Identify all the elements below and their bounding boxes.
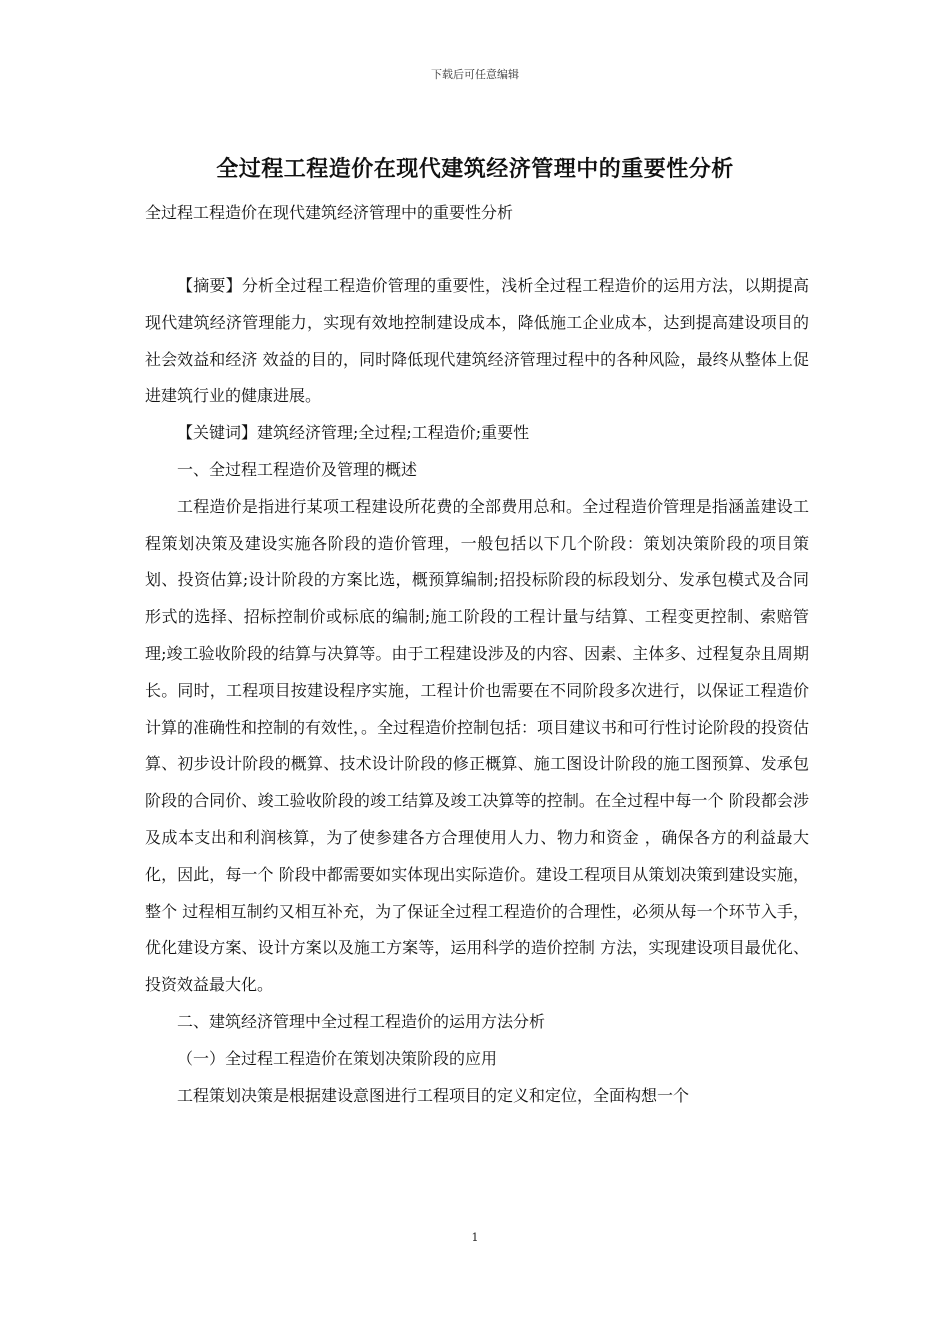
keywords-paragraph: 【关键词】建筑经济管理;全过程;工程造价;重要性 (177, 423, 530, 443)
body-paragraph: 工程策划决策是根据建设意图进行工程项目的定义和定位，全面构想一个 (177, 1085, 690, 1105)
document-body (145, 268, 809, 1114)
document-subtitle: 全过程工程造价在现代建筑经济管理中的重要性分析 (145, 203, 514, 222)
section-heading-2: 二、建筑经济管理中全过程工程造价的运用方法分析 (177, 1011, 546, 1031)
body-paragraph: 工程造价是指进行某项工程建设所花费的全部费用总和。全过程造价管理是指涵盖建设工程策划决策及建设实施各阶段的造价管理，一般包括以下几个阶段：策划决策阶段的项目策划、投资估算;设计阶段的方案比选，概预算编制;招投标阶段的标段划分、发承包模式及合同形式的选择、招标控制价或标底的编制;施工阶段的工程计量与结算、工程变更控制、索赔管理;竣工验收阶段的结算与决算等。由于工程建设涉及的内容、因素、主体多、过程复杂且周期长。同时，工程项目按建设程序实施，工程计价也需要在不同阶段多次进行，以保证工程造价计算的准确性和控制的有效性，。全过程造价控制包括：项目建议书和可行性讨论阶段的投资估算、初步设计阶段的概算、技术设计阶段的修正概算、施工图设计阶段的施工图预算、发承包阶段的合同价、竣工验收阶段的竣工结算及竣工决算等的控制。在全过程中每一个 阶段都会涉及成本支出和利润核算，为了使参建各方合理使用人力、物力和资金 ，确保各方的利益最大化，因此，每一个 阶段中都需要如实体现出实际造价。建设工程项目从策划决策到建设实施，整个 过程相互制约又相互补充，为了保证全过程工程造价的合理性，必须从每一个环节入手，优化建设方案、设计方案以及施工方案等，运用科学的造价控制 方法，实现建设项目最优化、投资效益最大化。 (145, 496, 810, 995)
subsection-heading-1: （一）全过程工程造价在策划决策阶段的应用 (177, 1048, 498, 1068)
section-heading-1: 一、全过程工程造价及管理的概述 (177, 459, 418, 479)
header-note: 下载后可任意编辑 (431, 68, 519, 81)
abstract-paragraph: 【摘要】分析全过程工程造价管理的重要性，浅析全过程工程造价的运用方法，以期提高现代建筑经济管理能力，实现有效地控制建设成本，降低施工企业成本，达到提高建设项目的社会效益和经济 效益的目的，同时降低现代建筑经济管理过程中的各种风险，最终从整体上促进建筑行业的健康进展。 (145, 276, 809, 406)
page-number: 1 (471, 1231, 479, 1244)
document-title: 全过程工程造价在现代建筑经济管理中的重要性分析 (216, 156, 734, 182)
